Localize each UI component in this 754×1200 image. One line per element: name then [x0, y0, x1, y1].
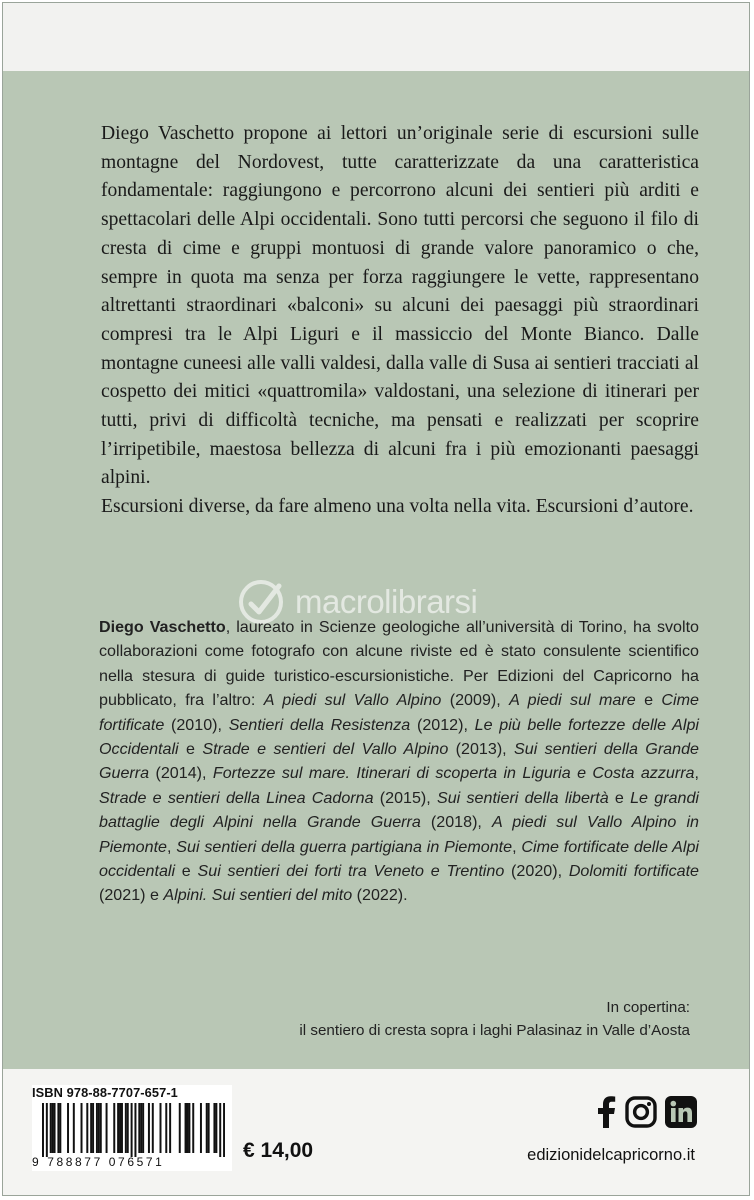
book-title: Le grandi battaglie degli Alpini nella Grande Guerra	[99, 788, 699, 832]
book-title: A piedi sul Vallo Alpino in Piemonte	[99, 813, 699, 856]
author-bio	[99, 615, 699, 908]
publisher-website[interactable]: edizionidelcapricorno.it	[527, 1146, 695, 1164]
price: € 14,00	[243, 1139, 314, 1162]
barcode-bar	[165, 1103, 167, 1153]
instagram-icon[interactable]	[625, 1096, 657, 1128]
barcode-bar	[59, 1103, 61, 1153]
barcode-digits: 9 788877 076571	[32, 1155, 165, 1169]
barcode-bar	[119, 1103, 121, 1153]
bio-text-run: (2014),	[149, 764, 213, 783]
barcode-bar	[192, 1103, 194, 1153]
book-title: A piedi sul mare	[509, 691, 636, 710]
barcode-bar	[57, 1103, 59, 1153]
barcode-bar	[42, 1103, 44, 1157]
blurb-paragraph-1: Diego Vaschetto propone ai lettori un’originale serie di escursioni sulle montagne del Nordovest, tutte caratterizzate da una caratteristica fondamentale: raggiungono e percorrono alcuni dei sentieri più arditi e spettacolari delle Alpi occidentali. Sono tutti percorsi che seguono il filo di cresta di cime e gruppi montuosi di grande valore panoramico o che, sempre in quota ma senza per forza raggiungere le vette, rappresentano altrettanti straordinari «balconi» su alcuni dei paesaggi più straordinari compresi tra le Alpi Liguri e il massiccio del Monte Bianco. Dalle montagne cuneesi alle valli valdesi, dalla valle di Susa ai sentieri tracciati al cospetto dei mitici «quattromila» valdostani, una selezione di itinerari per tutti, privi di difficoltà tecniche, ma pensati e realizzati per scoprire l’irripetibile, maestosa bellezza di alcuni fra i più emozionanti paesaggi alpini.	[101, 123, 699, 489]
bio-text-run: (2021) e	[99, 886, 164, 905]
barcode-bar	[54, 1103, 56, 1153]
barcode-bar	[106, 1103, 108, 1153]
barcode-bar	[179, 1103, 181, 1153]
barcode-bar	[125, 1103, 127, 1153]
barcode-bar	[160, 1103, 162, 1153]
barcode-bar	[52, 1103, 54, 1153]
bio-text-run: (2013),	[448, 740, 515, 759]
top-band	[3, 3, 749, 71]
book-title: A piedi sul Vallo Alpino	[263, 691, 442, 710]
book-title: Sui sentieri della Grande Guerra	[99, 740, 699, 783]
book-title: Dolomiti fortificate	[568, 862, 699, 881]
facebook-icon[interactable]	[595, 1096, 617, 1128]
book-title: Le più belle fortezze delle Alpi Occidentali	[99, 715, 699, 759]
barcode-bar	[185, 1103, 187, 1153]
book-title: Sui sentieri della guerra partigiana in Piemonte	[176, 837, 513, 856]
barcode-bar	[208, 1103, 210, 1153]
book-back-cover	[2, 2, 750, 1196]
bio-text-run: e	[178, 740, 203, 759]
barcode-bar	[200, 1103, 202, 1153]
bio-text-run: ,	[512, 837, 522, 856]
barcode-bar	[186, 1103, 188, 1153]
barcode	[42, 1103, 225, 1157]
blurb	[101, 120, 699, 522]
barcode-bar	[73, 1103, 75, 1153]
barcode-bar	[50, 1103, 52, 1153]
bio-text-run: (2015),	[373, 788, 437, 807]
book-title: Sui sentieri della libertà	[437, 788, 609, 807]
book-title: Cime fortificate	[99, 691, 699, 734]
bio-text-run: (2010),	[164, 715, 229, 734]
barcode-bar	[98, 1103, 100, 1153]
barcode-bar	[92, 1103, 94, 1153]
cover-credit-caption: il sentiero di cresta sopra i laghi Palasinaz in Valle d’Aosta	[299, 1022, 690, 1039]
barcode-bar	[213, 1103, 215, 1153]
bio-text-run: (2018),	[420, 813, 492, 832]
book-title: Cime fortificate delle Alpi occidentali	[99, 837, 699, 881]
blurb-paragraph-2: Escursioni diverse, da fare almeno una volta nella vita. Escursioni d’autore.	[101, 496, 694, 518]
barcode-bar	[134, 1103, 136, 1157]
bio-text-run: (2022).	[352, 886, 408, 905]
bio-text-run: e	[635, 691, 662, 710]
isbn-label: ISBN 978-88-7707-657-1	[32, 1085, 178, 1100]
barcode-bar	[113, 1103, 115, 1153]
barcode-bar	[96, 1103, 98, 1153]
bio-text-run: (2020),	[504, 862, 569, 881]
barcode-bar	[223, 1103, 225, 1157]
barcode-bar	[188, 1103, 190, 1153]
book-title: Strade e sentieri della Linea Cadorna	[99, 788, 374, 807]
barcode-bar	[148, 1103, 150, 1153]
bio-text-run: e	[608, 788, 631, 807]
barcode-bar	[86, 1103, 88, 1153]
barcode-bar	[81, 1103, 83, 1153]
author-name: Diego Vaschetto	[99, 618, 226, 636]
barcode-bar	[67, 1103, 69, 1153]
cover-credit	[299, 996, 690, 1042]
book-title: Sentieri della Resistenza	[228, 715, 411, 734]
barcode-bar	[127, 1103, 129, 1153]
book-title: Sui sentieri dei forti tra Veneto e Trentino	[197, 862, 505, 881]
author-bio-text	[99, 618, 699, 904]
barcode-bar	[46, 1103, 48, 1157]
isbn-barcode-block	[32, 1085, 232, 1171]
watermark-text: macrolibrarsi	[295, 583, 478, 620]
barcode-bar	[169, 1103, 171, 1153]
bio-text-run: ,	[694, 764, 699, 783]
linkedin-icon[interactable]	[665, 1096, 697, 1128]
barcode-bar	[121, 1103, 123, 1153]
barcode-bar	[131, 1103, 133, 1157]
barcode-bar	[100, 1103, 102, 1153]
bio-text-run: (2012),	[410, 715, 475, 734]
book-title: Fortezze sul mare. Itinerari di scoperta in Liguria e Costa azzurra	[212, 764, 695, 783]
book-title: Strade e sentieri del Vallo Alpino	[202, 740, 449, 759]
barcode-bar	[142, 1103, 144, 1153]
barcode-bar	[215, 1103, 217, 1153]
bio-text-run: e	[175, 862, 198, 881]
barcode-bar	[117, 1103, 119, 1153]
barcode-bar	[90, 1103, 92, 1153]
barcode-bar	[152, 1103, 154, 1153]
barcode-bar	[219, 1103, 221, 1157]
barcode-bar	[140, 1103, 142, 1153]
barcode-bar	[138, 1103, 140, 1153]
social-icons	[595, 1096, 697, 1128]
bio-text-run: ,	[167, 837, 177, 856]
cover-credit-heading: In copertina:	[606, 999, 690, 1016]
book-title: Alpini. Sui sentieri del mito	[163, 886, 353, 905]
barcode-bar	[206, 1103, 208, 1153]
bio-text-run: (2009),	[441, 691, 510, 710]
bio-text-run: , laureato in Scienze geologiche all’università di Torino, ha svolto collaborazioni come fotografo con alcune riviste ed è stato consulente scientifico nella stesura di guide turistico-escursionistiche. Per Edizioni del Capricorno ha pubblicato, fra l’altro:	[99, 618, 699, 710]
